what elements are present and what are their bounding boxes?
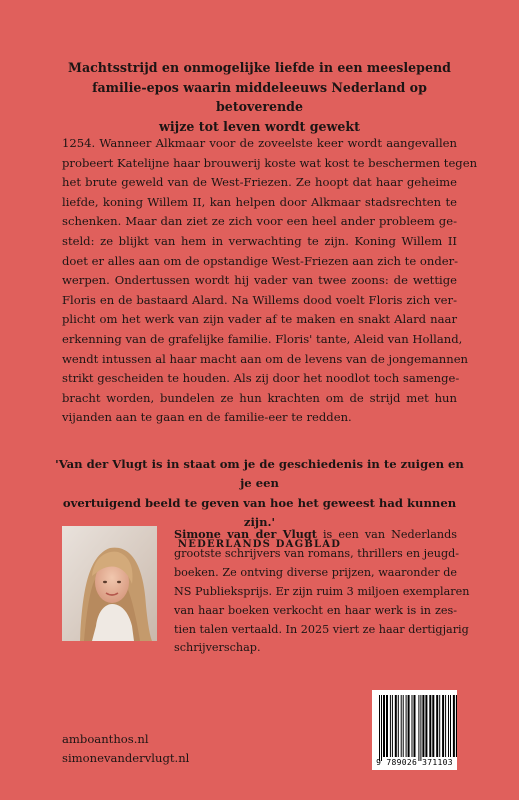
barcode-bar xyxy=(445,695,446,757)
tagline-line: wijze tot leven wordt gewekt xyxy=(159,118,360,134)
barcode-bar xyxy=(390,695,391,757)
author-bio xyxy=(174,525,470,658)
author-name: Simone van der Vlugt xyxy=(174,527,317,541)
synopsis-line: doet er alles aan om de opstandige West-Friezen aan zich te onder- xyxy=(62,253,459,268)
author-portrait-image xyxy=(62,526,157,641)
barcode-bar xyxy=(436,695,438,757)
bio-line: grootste schrijvers van romans, thrillers en jeugd- xyxy=(174,546,460,560)
synopsis-line: het brute geweld van de West-Friezen. Ze hoopt dat haar geheime xyxy=(62,175,457,190)
barcode-bar xyxy=(429,695,431,757)
synopsis-line: strikt gescheiden te houden. Als zij door het noodlot toch samenge- xyxy=(62,371,460,386)
barcode-bar xyxy=(432,695,434,757)
synopsis-line: wendt intussen al haar macht aan om de levens van de jongemannen xyxy=(62,351,469,366)
barcode-bar xyxy=(439,695,440,757)
synopsis-line: vijanden aan te gaan en de familie-eer te redden. xyxy=(62,410,352,425)
barcode-bar xyxy=(448,695,449,757)
synopsis-line: schenken. Maar dan ziet ze zich voor een heel ander probleem ge- xyxy=(62,214,457,229)
barcode-bar xyxy=(403,695,404,757)
barcode-bar xyxy=(442,695,444,757)
bio-line: van haar boeken verkocht en haar werk is in zes- xyxy=(174,603,457,617)
barcode-bar xyxy=(395,695,397,757)
barcode-bar xyxy=(406,695,407,757)
synopsis-line: 1254. Wanneer Alkmaar voor de zoveelste keer wordt aangevallen xyxy=(62,136,457,150)
barcode-bar xyxy=(420,695,421,761)
tagline xyxy=(62,58,457,136)
barcode-bar xyxy=(418,695,419,761)
author-website-link[interactable]: simonevandervlugt.nl xyxy=(62,751,190,765)
barcode-bar xyxy=(425,695,427,757)
synopsis-line: steld: ze blijkt van hem in verwachting te zijn. Koning Willem II xyxy=(62,233,457,248)
bio-line: tien talen vertaald. In 2025 viert ze haar dertigjarig xyxy=(174,622,469,636)
bio-line: schrijverschap. xyxy=(174,641,261,655)
synopsis xyxy=(62,134,478,428)
publisher-website-link[interactable]: amboanthos.nl xyxy=(62,732,149,746)
barcode-bar xyxy=(401,695,402,757)
bio-line: NS Publieksprijs. Er zijn ruim 3 miljoen exemplaren xyxy=(174,584,470,598)
synopsis-line: erkenning van de grafelijke familie. Floris' tante, Aleid van Holland, xyxy=(62,331,463,346)
barcode-bar xyxy=(422,695,424,757)
synopsis-line: Floris en de bastaard Alard. Na Willems dood voelt Floris zich ver- xyxy=(62,292,457,307)
synopsis-line: bracht worden, bundelen ze hun krachten om de strijd met hun xyxy=(62,390,457,405)
bio-line xyxy=(174,525,457,545)
quote-line: overtuigend beeld te geven van hoe het geweest had kunnen zijn.' xyxy=(62,495,457,530)
barcode-bar xyxy=(386,695,388,757)
tagline-line: Machtsstrijd en onmogelijke liefde in een meeslepend xyxy=(68,60,451,75)
synopsis-line: liefde, koning Willem II, kan helpen door Alkmaar stadsrechten te xyxy=(62,194,457,209)
barcode-bar xyxy=(392,695,393,757)
barcode-bar xyxy=(408,695,410,757)
website-links xyxy=(62,730,189,768)
tagline-line: familie-epos waarin middeleeuws Nederland op betoverende xyxy=(92,79,427,114)
bio-line: boeken. Ze ontving diverse prijzen, waaronder de xyxy=(174,565,457,579)
author-photo xyxy=(62,526,157,641)
barcode-bar xyxy=(398,695,399,757)
barcode-bar xyxy=(412,695,413,757)
barcode-bar xyxy=(381,695,382,761)
barcode-bar xyxy=(456,695,457,757)
isbn-barcode xyxy=(372,690,457,770)
barcode-number: 9 789026 371103 xyxy=(376,758,453,767)
barcode-bar xyxy=(450,695,451,757)
barcode-bar xyxy=(383,695,385,757)
synopsis-line: werpen. Ondertussen wordt hij vader van twee zoons: de wettige xyxy=(62,273,457,288)
quote-source: NEDERLANDS DAGBLAD xyxy=(177,538,342,550)
synopsis-line: plicht om het werk van zijn vader af te maken en snakt Alard naar xyxy=(62,312,457,327)
bio-first-line-rest: is een van Nederlands xyxy=(316,528,457,541)
barcode-bar xyxy=(414,695,416,757)
synopsis-line: probeert Katelijne haar brouwerij koste wat kost te beschermen tegen xyxy=(62,155,478,170)
quote-line: 'Van der Vlugt is in staat om je de geschiedenis in te zuigen en je een xyxy=(55,457,464,491)
barcode-bar xyxy=(379,695,380,761)
barcode-bar xyxy=(453,695,455,757)
